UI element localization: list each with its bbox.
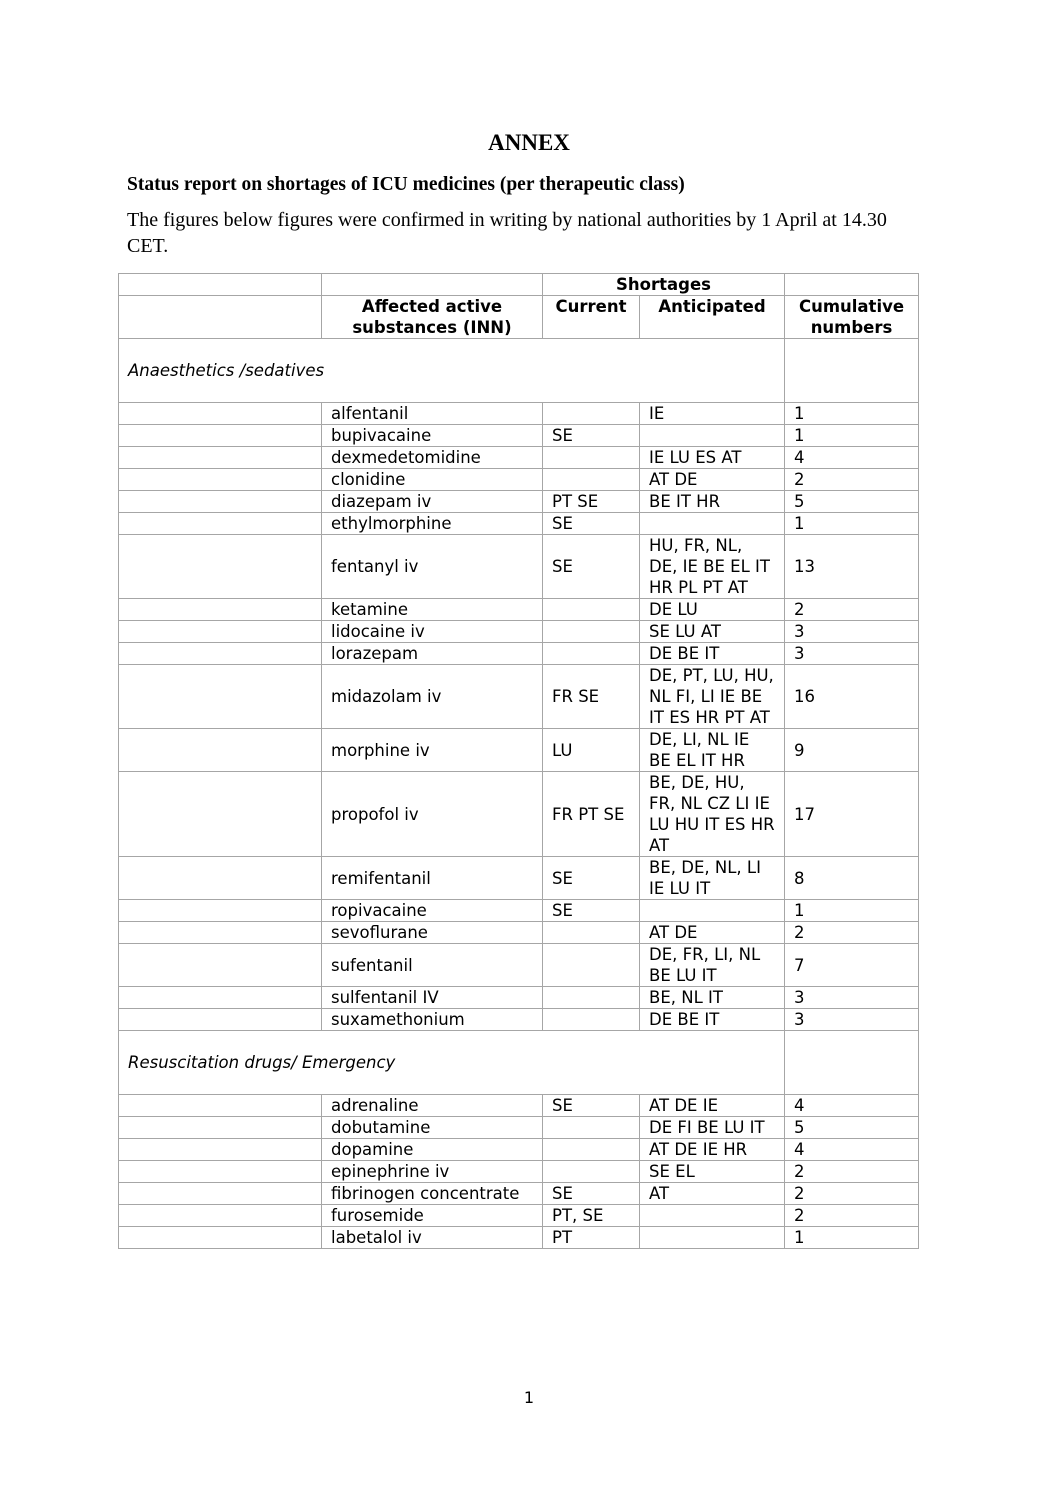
cumulative-cell: 3 bbox=[785, 1009, 919, 1031]
table-row bbox=[119, 665, 919, 729]
table-row bbox=[119, 1139, 919, 1161]
anticipated-cell: BE, DE, NL, LI IE LU IT bbox=[640, 857, 785, 900]
substance-cell: ropivacaine bbox=[322, 900, 543, 922]
anticipated-cell: DE, LI, NL IE BE EL IT HR bbox=[640, 729, 785, 772]
substance-cell: sulfentanil IV bbox=[322, 987, 543, 1009]
table-row bbox=[119, 1227, 919, 1249]
row-blank-cell bbox=[119, 729, 322, 772]
page-number: 1 bbox=[523, 1388, 535, 1407]
substance-cell: alfentanil bbox=[322, 403, 543, 425]
report-subtitle: Status report on shortages of ICU medicines (per therapeutic class) bbox=[127, 174, 685, 195]
row-blank-cell bbox=[119, 513, 322, 535]
anticipated-cell: DE, PT, LU, HU, NL FI, LI IE BE IT ES HR PT AT bbox=[640, 665, 785, 729]
row-blank-cell bbox=[119, 1139, 322, 1161]
row-blank-cell bbox=[119, 621, 322, 643]
table-row bbox=[119, 643, 919, 665]
substance-cell: remifentanil bbox=[322, 857, 543, 900]
cumulative-cell: 5 bbox=[785, 1117, 919, 1139]
row-blank-cell bbox=[119, 535, 322, 599]
table-row bbox=[119, 729, 919, 772]
cumulative-cell: 3 bbox=[785, 987, 919, 1009]
current-cell: SE bbox=[543, 1095, 640, 1117]
row-blank-cell bbox=[119, 425, 322, 447]
anticipated-cell: AT DE bbox=[640, 922, 785, 944]
substance-cell: dobutamine bbox=[322, 1117, 543, 1139]
anticipated-cell: IE bbox=[640, 403, 785, 425]
current-cell: SE bbox=[543, 900, 640, 922]
cumulative-cell: 4 bbox=[785, 1139, 919, 1161]
anticipated-cell: BE, NL IT bbox=[640, 987, 785, 1009]
current-cell: SE bbox=[543, 857, 640, 900]
cumulative-cell: 16 bbox=[785, 665, 919, 729]
table-row bbox=[119, 469, 919, 491]
header-blank-cell bbox=[785, 274, 919, 296]
table-row bbox=[119, 447, 919, 469]
table-body bbox=[119, 339, 919, 1249]
anticipated-cell bbox=[640, 1227, 785, 1249]
cumulative-cell: 3 bbox=[785, 643, 919, 665]
cumulative-cell: 2 bbox=[785, 922, 919, 944]
section-blank-cell bbox=[785, 339, 919, 403]
substance-cell: midazolam iv bbox=[322, 665, 543, 729]
table-row bbox=[119, 857, 919, 900]
cumulative-cell: 13 bbox=[785, 535, 919, 599]
header-blank-cell bbox=[119, 274, 322, 296]
substance-cell: fentanyl iv bbox=[322, 535, 543, 599]
section-row bbox=[119, 1031, 919, 1095]
cumulative-cell: 2 bbox=[785, 1183, 919, 1205]
row-blank-cell bbox=[119, 922, 322, 944]
row-blank-cell bbox=[119, 447, 322, 469]
current-cell: PT, SE bbox=[543, 1205, 640, 1227]
table-row bbox=[119, 535, 919, 599]
table-row bbox=[119, 1117, 919, 1139]
anticipated-cell bbox=[640, 900, 785, 922]
table-row bbox=[119, 491, 919, 513]
row-blank-cell bbox=[119, 1183, 322, 1205]
section-row bbox=[119, 339, 919, 403]
row-blank-cell bbox=[119, 469, 322, 491]
anticipated-cell: IE LU ES AT bbox=[640, 447, 785, 469]
anticipated-cell bbox=[640, 425, 785, 447]
current-cell bbox=[543, 621, 640, 643]
current-cell bbox=[543, 1161, 640, 1183]
cumulative-cell: 2 bbox=[785, 469, 919, 491]
table-row bbox=[119, 1009, 919, 1031]
substance-cell: fibrinogen concentrate bbox=[322, 1183, 543, 1205]
section-title: Anaesthetics /sedatives bbox=[119, 339, 785, 403]
anticipated-cell: DE FI BE LU IT bbox=[640, 1117, 785, 1139]
substance-cell: sufentanil bbox=[322, 944, 543, 987]
anticipated-cell: DE BE IT bbox=[640, 643, 785, 665]
anticipated-cell: SE LU AT bbox=[640, 621, 785, 643]
substance-cell: bupivacaine bbox=[322, 425, 543, 447]
current-cell bbox=[543, 1139, 640, 1161]
anticipated-cell: AT bbox=[640, 1183, 785, 1205]
cumulative-cell: 1 bbox=[785, 900, 919, 922]
table-row bbox=[119, 1161, 919, 1183]
cumulative-cell: 1 bbox=[785, 1227, 919, 1249]
anticipated-cell: DE LU bbox=[640, 599, 785, 621]
cumulative-cell: 1 bbox=[785, 513, 919, 535]
table-row bbox=[119, 1183, 919, 1205]
substance-cell: dopamine bbox=[322, 1139, 543, 1161]
table-row bbox=[119, 599, 919, 621]
current-cell: SE bbox=[543, 513, 640, 535]
current-cell: PT bbox=[543, 1227, 640, 1249]
annex-heading: ANNEX bbox=[488, 130, 570, 155]
cumulative-column-header: Cumulative numbers bbox=[785, 296, 919, 339]
anticipated-cell bbox=[640, 513, 785, 535]
current-cell bbox=[543, 1117, 640, 1139]
cumulative-cell: 7 bbox=[785, 944, 919, 987]
current-cell: SE bbox=[543, 425, 640, 447]
cumulative-cell: 2 bbox=[785, 599, 919, 621]
current-cell: PT SE bbox=[543, 491, 640, 513]
row-blank-cell bbox=[119, 987, 322, 1009]
table-row bbox=[119, 772, 919, 857]
cumulative-cell: 4 bbox=[785, 447, 919, 469]
substance-cell: dexmedetomidine bbox=[322, 447, 543, 469]
current-cell bbox=[543, 447, 640, 469]
substance-cell: morphine iv bbox=[322, 729, 543, 772]
section-title: Resuscitation drugs/ Emergency bbox=[119, 1031, 785, 1095]
substance-cell: clonidine bbox=[322, 469, 543, 491]
substance-cell: sevoflurane bbox=[322, 922, 543, 944]
current-cell bbox=[543, 599, 640, 621]
substance-cell: adrenaline bbox=[322, 1095, 543, 1117]
substance-cell: ketamine bbox=[322, 599, 543, 621]
row-blank-cell bbox=[119, 1117, 322, 1139]
table-row bbox=[119, 513, 919, 535]
current-column-header: Current bbox=[543, 296, 640, 339]
current-cell: FR PT SE bbox=[543, 772, 640, 857]
cumulative-cell: 1 bbox=[785, 403, 919, 425]
cumulative-cell: 3 bbox=[785, 621, 919, 643]
anticipated-cell: HU, FR, NL, DE, IE BE EL IT HR PL PT AT bbox=[640, 535, 785, 599]
table-row bbox=[119, 944, 919, 987]
cumulative-cell: 4 bbox=[785, 1095, 919, 1117]
table-row bbox=[119, 987, 919, 1009]
anticipated-cell: AT DE IE HR bbox=[640, 1139, 785, 1161]
table-row bbox=[119, 621, 919, 643]
row-blank-cell bbox=[119, 1161, 322, 1183]
row-blank-cell bbox=[119, 643, 322, 665]
current-cell bbox=[543, 987, 640, 1009]
table-row bbox=[119, 403, 919, 425]
header-blank-cell bbox=[119, 296, 322, 339]
anticipated-cell: AT DE bbox=[640, 469, 785, 491]
substance-column-header: Affected active substances (INN) bbox=[322, 296, 543, 339]
substance-cell: suxamethonium bbox=[322, 1009, 543, 1031]
substance-cell: ethylmorphine bbox=[322, 513, 543, 535]
current-cell bbox=[543, 922, 640, 944]
current-cell: LU bbox=[543, 729, 640, 772]
row-blank-cell bbox=[119, 403, 322, 425]
anticipated-column-header: Anticipated bbox=[640, 296, 785, 339]
shortages-table bbox=[118, 273, 919, 1249]
substance-cell: lidocaine iv bbox=[322, 621, 543, 643]
current-cell: FR SE bbox=[543, 665, 640, 729]
current-cell bbox=[543, 643, 640, 665]
row-blank-cell bbox=[119, 665, 322, 729]
cumulative-cell: 1 bbox=[785, 425, 919, 447]
cumulative-cell: 8 bbox=[785, 857, 919, 900]
anticipated-cell: DE, FR, LI, NL BE LU IT bbox=[640, 944, 785, 987]
table-row bbox=[119, 900, 919, 922]
row-blank-cell bbox=[119, 900, 322, 922]
row-blank-cell bbox=[119, 857, 322, 900]
current-cell: SE bbox=[543, 1183, 640, 1205]
cumulative-cell: 2 bbox=[785, 1161, 919, 1183]
table-row bbox=[119, 1205, 919, 1227]
section-blank-cell bbox=[785, 1031, 919, 1095]
anticipated-cell: BE IT HR bbox=[640, 491, 785, 513]
row-blank-cell bbox=[119, 772, 322, 857]
intro-paragraph: The figures below figures were confirmed in writing by national authorities by 1 April at 14.30 CET. bbox=[127, 209, 887, 257]
row-blank-cell bbox=[119, 1009, 322, 1031]
row-blank-cell bbox=[119, 1095, 322, 1117]
anticipated-cell: BE, DE, HU, FR, NL CZ LI IE LU HU IT ES HR AT bbox=[640, 772, 785, 857]
cumulative-cell: 2 bbox=[785, 1205, 919, 1227]
current-cell bbox=[543, 944, 640, 987]
substance-cell: furosemide bbox=[322, 1205, 543, 1227]
cumulative-cell: 5 bbox=[785, 491, 919, 513]
row-blank-cell bbox=[119, 491, 322, 513]
header-blank-cell bbox=[322, 274, 543, 296]
row-blank-cell bbox=[119, 1227, 322, 1249]
cumulative-cell: 17 bbox=[785, 772, 919, 857]
current-cell bbox=[543, 469, 640, 491]
substance-cell: diazepam iv bbox=[322, 491, 543, 513]
table-row bbox=[119, 1095, 919, 1117]
current-cell: SE bbox=[543, 535, 640, 599]
anticipated-cell: SE EL bbox=[640, 1161, 785, 1183]
row-blank-cell bbox=[119, 1205, 322, 1227]
current-cell bbox=[543, 403, 640, 425]
row-blank-cell bbox=[119, 944, 322, 987]
current-cell bbox=[543, 1009, 640, 1031]
substance-cell: propofol iv bbox=[322, 772, 543, 857]
cumulative-cell: 9 bbox=[785, 729, 919, 772]
shortages-group-header: Shortages bbox=[543, 274, 785, 296]
anticipated-cell: AT DE IE bbox=[640, 1095, 785, 1117]
anticipated-cell bbox=[640, 1205, 785, 1227]
table-row bbox=[119, 425, 919, 447]
row-blank-cell bbox=[119, 599, 322, 621]
substance-cell: lorazepam bbox=[322, 643, 543, 665]
anticipated-cell: DE BE IT bbox=[640, 1009, 785, 1031]
substance-cell: labetalol iv bbox=[322, 1227, 543, 1249]
table-row bbox=[119, 922, 919, 944]
substance-cell: epinephrine iv bbox=[322, 1161, 543, 1183]
